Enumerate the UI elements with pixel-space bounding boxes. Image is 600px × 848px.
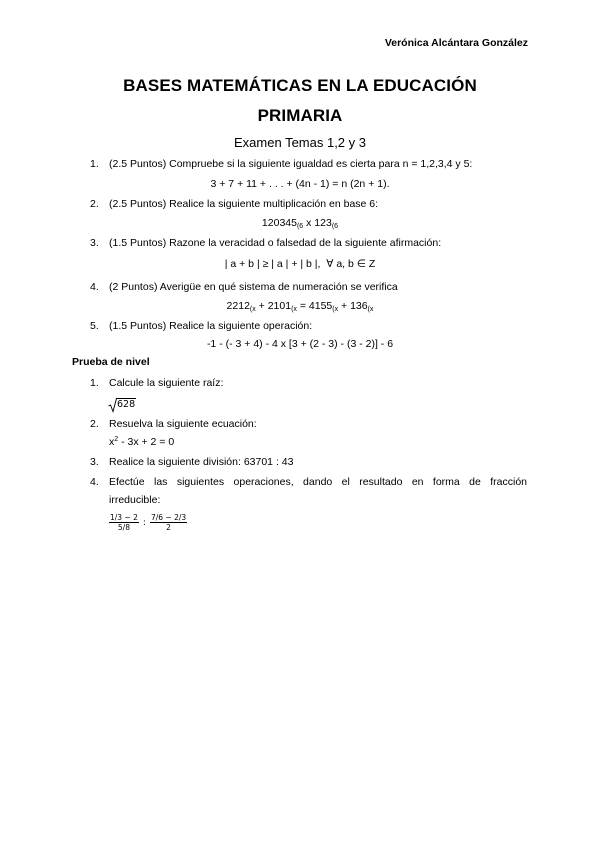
fraction-2-denominator: 2 — [166, 523, 171, 532]
operator: x — [303, 217, 315, 229]
base-subscript: (x — [332, 306, 339, 313]
exam-item-5-expression: -1 - (- 3 + 4) - 4 x [3 + (2 - 3) - (3 - 2)] - 6 — [206, 338, 394, 350]
base-subscript: (6 — [296, 223, 304, 230]
level-item-2-text: Resuelva la siguiente ecuación: — [109, 418, 257, 430]
quadratic-equation — [109, 436, 174, 448]
exam-item-4-number: 4. — [90, 281, 99, 293]
title-line-2: PRIMARIA — [257, 106, 343, 125]
operand-d: 136 — [350, 300, 368, 312]
level-item-2-number: 2. — [90, 418, 99, 430]
exam-item-2-expression — [0, 217, 600, 230]
exam-item-5-text: (1.5 Puntos) Realice la siguiente operación: — [109, 320, 313, 332]
exam-item-1-expression: 3 + 7 + 11 + . . . + (4n - 1) = n (2n + 1). — [210, 178, 390, 190]
equation-exponent: 2 — [114, 436, 119, 443]
fraction-1-denominator: 5/8 — [117, 523, 130, 532]
equation-rest: - 3x + 2 = 0 — [118, 436, 175, 448]
base-subscript: (6 — [331, 223, 339, 230]
fraction-1-numerator: 1/3 − 2 — [110, 513, 138, 522]
fraction-2 — [150, 513, 187, 532]
radicand: 628 — [117, 399, 136, 410]
exam-item-2-number: 2. — [90, 198, 99, 210]
exam-item-2-text: (2.5 Puntos) Realice la siguiente multiplicación en base 6: — [109, 198, 379, 210]
exam-item-3-expression: | a + b | ≥ | a | + | b |, ∀ a, b ∈ Z — [224, 258, 376, 270]
exam-item-5-number: 5. — [90, 320, 99, 332]
operand-c: 4155 — [308, 300, 333, 312]
operand-a: 120345 — [261, 217, 297, 229]
exam-item-4-expression — [0, 300, 600, 313]
level-item-3-text: Realice la siguiente división: 63701 : 43 — [109, 456, 294, 468]
title-line-1: BASES MATEMÁTICAS EN LA EDUCACIÓN — [123, 76, 477, 95]
exam-item-1-number: 1. — [90, 158, 99, 170]
exam-item-1-text: (2.5 Puntos) Compruebe si la siguiente igualdad es cierta para n = 1,2,3,4 y 5: — [109, 158, 473, 170]
fraction-1 — [109, 513, 139, 532]
equals-sign: = — [296, 300, 309, 312]
level-test-heading: Prueba de nivel — [72, 356, 150, 368]
operand-b: 123 — [314, 217, 332, 229]
base-subscript: (x — [367, 306, 374, 313]
operand-b: 2101 — [267, 300, 292, 312]
author-name: Verónica Alcántara González — [384, 37, 528, 49]
base-subscript: (x — [249, 306, 256, 313]
fraction-2-numerator: 7/6 − 2/3 — [150, 513, 187, 522]
level-item-1-number: 1. — [90, 377, 99, 389]
operator: + — [338, 300, 351, 312]
exam-item-4-text: (2 Puntos) Averigüe en qué sistema de numeración se verifica — [109, 281, 398, 293]
level-item-4-number: 4. — [90, 476, 99, 488]
subtitle: Examen Temas 1,2 y 3 — [234, 135, 366, 150]
base-subscript: (x — [291, 306, 297, 313]
operator: + — [255, 300, 268, 312]
division-colon: : — [142, 517, 146, 528]
exam-item-3-text: (1.5 Puntos) Razone la veracidad o falsedad de la siguiente afirmación: — [109, 237, 442, 249]
exam-item-3-number: 3. — [90, 237, 99, 249]
fraction-operation — [109, 513, 187, 533]
level-item-1-text: Calcule la siguiente raíz: — [109, 377, 224, 389]
level-item-4-text-continued: irreducible: — [109, 494, 161, 506]
level-item-3-number: 3. — [90, 456, 99, 468]
equation-variable: x — [109, 436, 115, 448]
operand-a: 2212 — [226, 300, 250, 312]
level-item-4-text: Efectúe las siguientes operaciones, dando el resultado en forma de fracción — [109, 476, 527, 488]
